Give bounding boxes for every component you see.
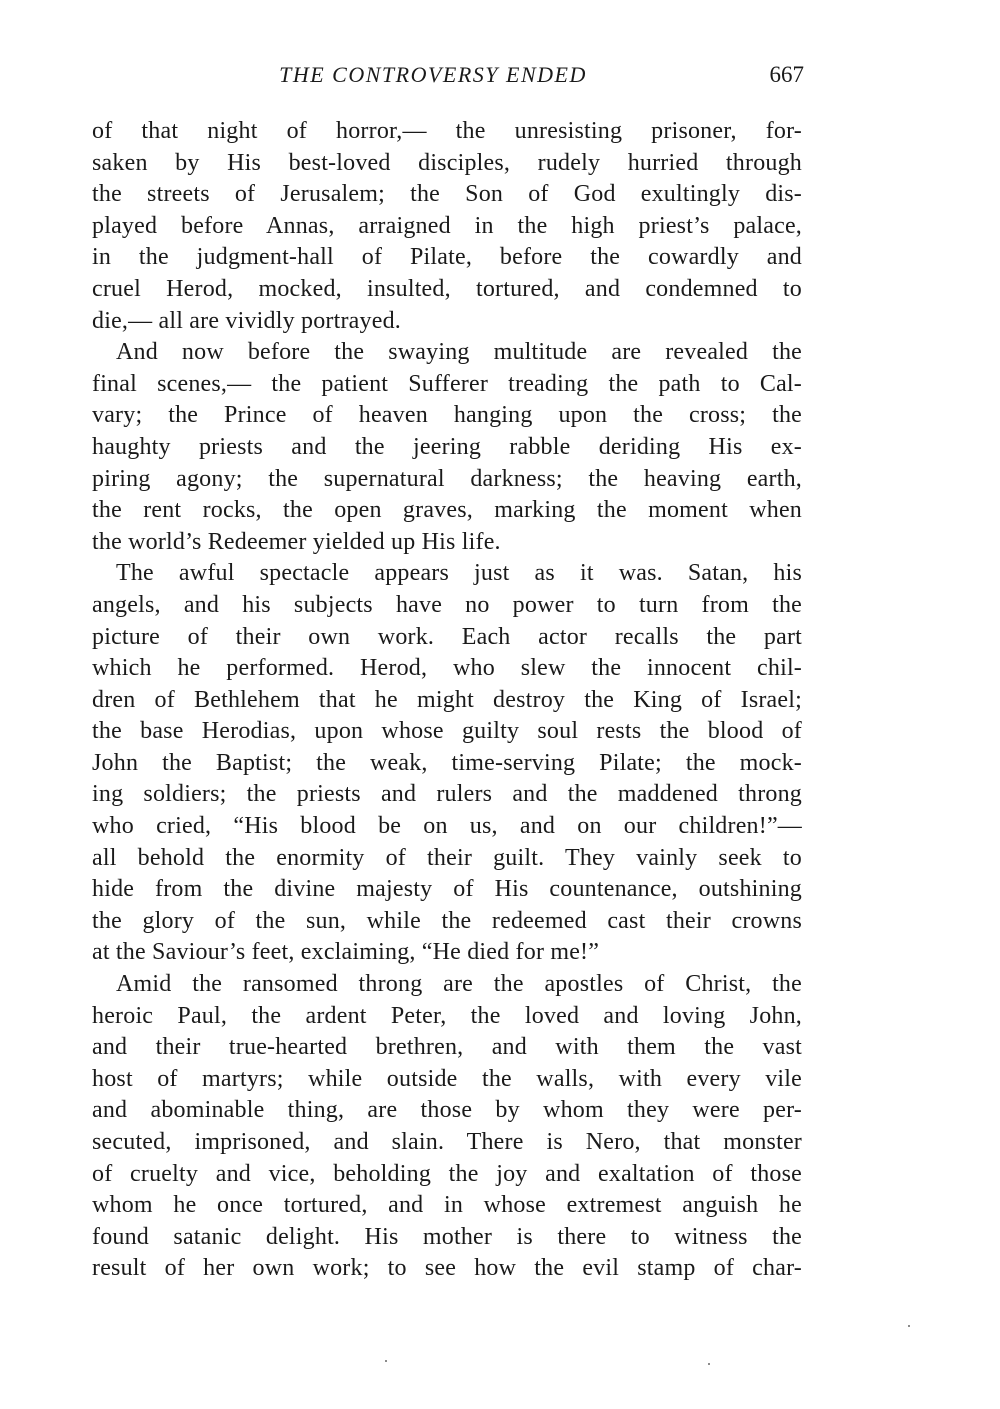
text-line: ing soldiers; the priests and rulers and the maddened throng (92, 781, 802, 808)
text-line: die,— all are vividly portrayed. (92, 307, 401, 334)
text-line: in the judgment-hall of Pilate, before the cowardly and (92, 244, 802, 271)
text-line: The awful spectacle appears just as it was. Satan, his (116, 560, 802, 587)
text-line: cruel Herod, mocked, insulted, tortured, and condemned to (92, 275, 802, 302)
text-line: and their true-hearted brethren, and with them the vast (92, 1034, 802, 1061)
running-title: THE CONTROVERSY ENDED (279, 62, 587, 87)
text-line: piring agony; the supernatural darkness; the heaving earth, (92, 465, 802, 492)
text-line: played before Annas, arraigned in the high priest’s palace, (92, 212, 802, 239)
text-line: at the Saviour’s feet, exclaiming, “He died for me!” (92, 939, 600, 966)
paragraph (92, 337, 802, 558)
text-line: heroic Paul, the ardent Peter, the loved and loving John, (92, 1002, 802, 1029)
text-line: whom he once tortured, and in whose extremest anguish he (92, 1192, 802, 1219)
text-line: And now before the swaying multitude are revealed the (116, 339, 802, 366)
text-line: found satanic delight. His mother is there to witness the (92, 1223, 802, 1250)
text-line: picture of their own work. Each actor recalls the part (92, 623, 802, 650)
text-line: haughty priests and the jeering rabble deriding His ex- (92, 433, 802, 460)
text-line: of that night of horror,— the unresisting prisoner, for- (92, 118, 802, 144)
text-line: vary; the Prince of heaven hanging upon the cross; the (92, 402, 802, 429)
text-line: Amid the ransomed throng are the apostles of Christ, the (116, 971, 802, 998)
body-text (92, 116, 802, 1285)
text-line: the world’s Redeemer yielded up His life. (92, 528, 501, 555)
scan-speck (908, 1325, 910, 1327)
text-line: result of her own work; to see how the evil stamp of char- (92, 1255, 802, 1282)
text-line: the streets of Jerusalem; the Son of God exultingly dis- (92, 181, 802, 208)
text-line: saken by His best-loved disciples, rudely hurried through (92, 149, 802, 176)
text-line: final scenes,— the patient Sufferer treading the path to Cal- (92, 370, 802, 397)
running-header (92, 62, 804, 94)
text-line: of cruelty and vice, beholding the joy and exaltation of those (92, 1160, 802, 1187)
paragraph (92, 558, 802, 969)
text-line: secuted, imprisoned, and slain. There is Nero, that monster (92, 1129, 802, 1155)
text-line: the glory of the sun, while the redeemed cast their crowns (92, 907, 802, 934)
paragraph (92, 116, 802, 337)
text-line: John the Baptist; the weak, time-serving Pilate; the mock- (92, 749, 802, 776)
scan-speck (708, 1363, 710, 1365)
text-line: angels, and his subjects have no power to turn from the (92, 591, 802, 618)
text-line: host of martyrs; while outside the walls, with every vile (92, 1065, 802, 1092)
scan-speck (385, 1360, 387, 1362)
text-line: dren of Bethlehem that he might destroy the King of Israel; (92, 686, 802, 713)
paragraph (92, 969, 802, 1285)
page-number: 667 (769, 62, 804, 87)
text-line: and abominable thing, are those by whom they were per- (92, 1097, 802, 1124)
text-line: all behold the enormity of their guilt. They vainly seek to (92, 844, 802, 871)
text-line: hide from the divine majesty of His countenance, outshining (92, 876, 802, 903)
text-line: the base Herodias, upon whose guilty soul rests the blood of (92, 718, 802, 745)
text-line: who cried, “His blood be on us, and on our children!”— (92, 813, 802, 840)
text-line: the rent rocks, the open graves, marking the moment when (92, 497, 802, 524)
text-line: which he performed. Herod, who slew the innocent chil- (92, 655, 802, 682)
